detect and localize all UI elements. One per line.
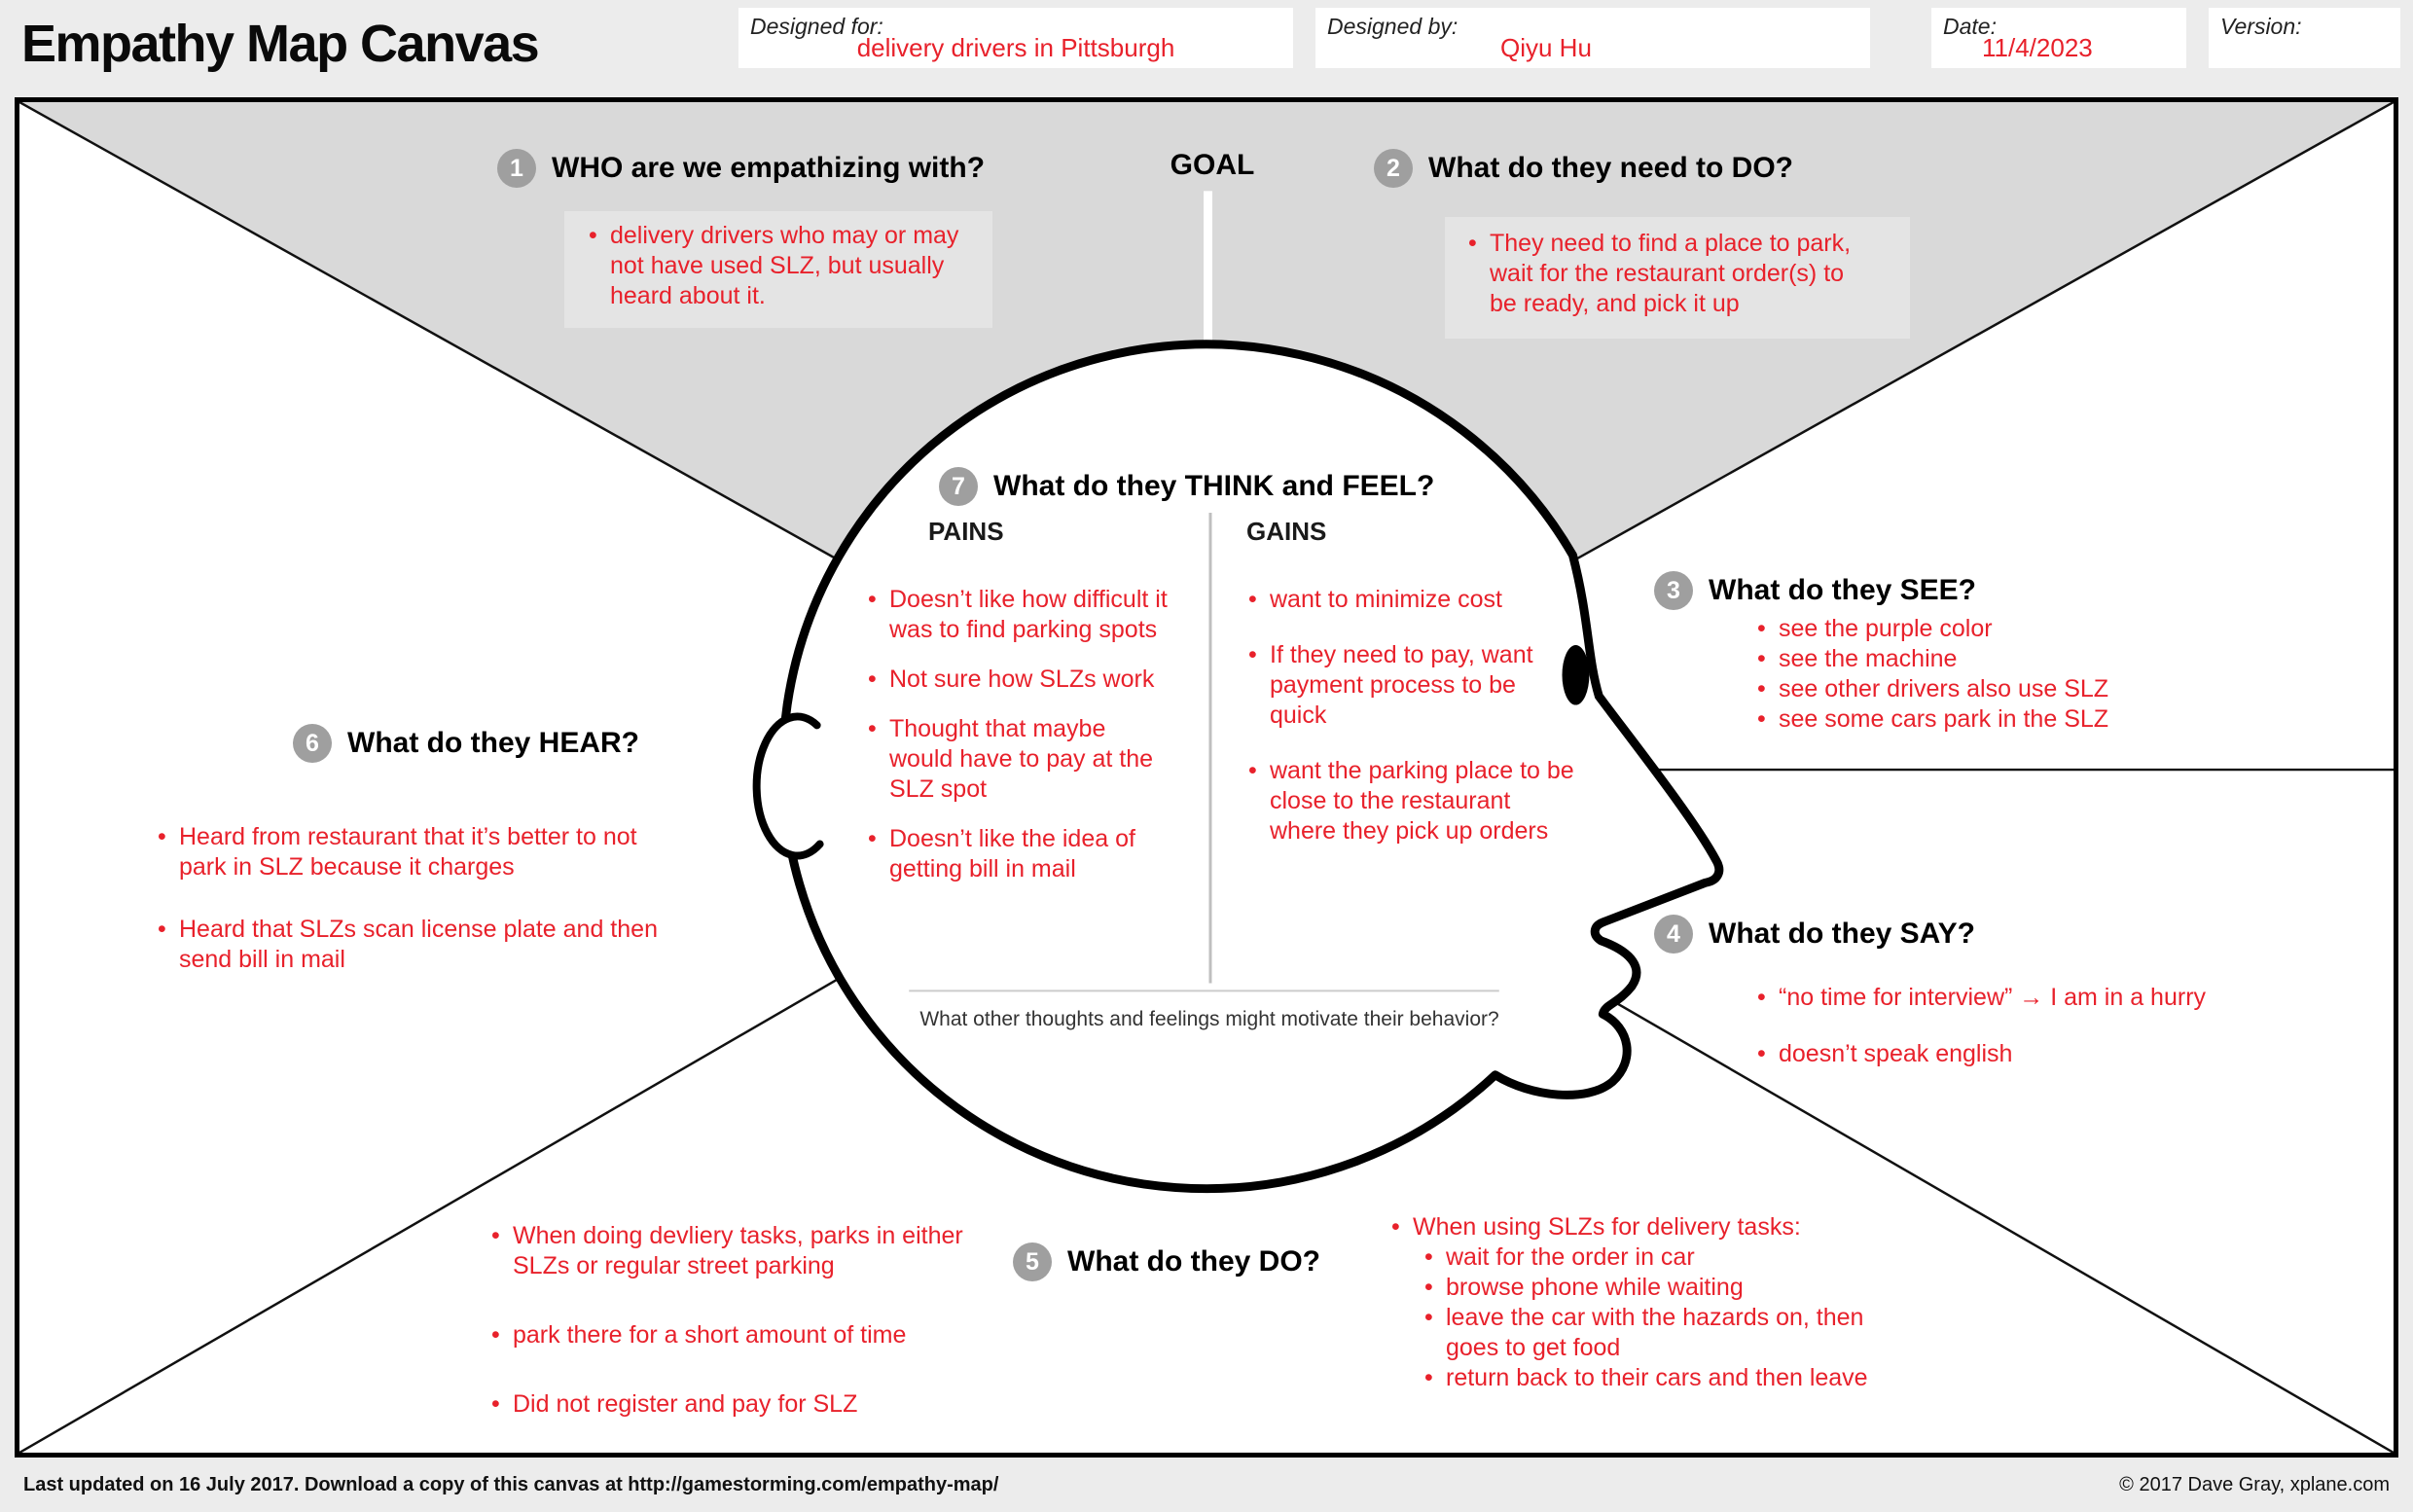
section-see-heading <box>1654 571 1976 610</box>
date-value: 11/4/2023 <box>1982 33 2093 62</box>
section-title: What do they DO? <box>1067 1245 1320 1278</box>
section-title: What do they SAY? <box>1709 918 1975 950</box>
section-say-heading <box>1654 915 1975 954</box>
bullet-item: • Heard from restaurant that it’s better to not park in SLZ because it charges <box>156 822 671 882</box>
goal-divider-gap <box>1204 191 1212 347</box>
section-number-badge: 2 <box>1374 149 1413 188</box>
section-do-heading <box>1013 1242 1320 1281</box>
section-need-do-heading <box>1374 149 1793 188</box>
say-bullet-list <box>1755 983 2281 1069</box>
bullet-item: • see the machine <box>1755 644 2183 674</box>
bullet-item: • Thought that maybe would have to pay at the SLZ spot <box>866 714 1168 805</box>
bullet-item: • want the parking place to be close to the restaurant where they pick up orders <box>1246 756 1577 846</box>
footer-update-note: Last updated on 16 July 2017. Download a copy of this canvas at http://gamestorming.com/empathy-map/ <box>23 1473 999 1495</box>
date-field <box>1931 8 2186 68</box>
section-hear-heading <box>293 724 639 763</box>
bullet-item: • Doesn’t like the idea of getting bill in mail <box>866 824 1168 884</box>
bullet-item: • Not sure how SLZs work <box>866 665 1168 695</box>
bullet-item: • Did not register and pay for SLZ <box>489 1389 966 1420</box>
bullet-item: • When doing devliery tasks, parks in either SLZs or regular street parking <box>489 1221 966 1281</box>
bullet-item: • see some cars park in the SLZ <box>1755 704 2183 735</box>
bullet-item: • They need to find a place to park, wait for the restaurant order(s) to be ready, and pick it up <box>1466 229 1875 319</box>
bullet-item: • wait for the order in car <box>1423 1242 1890 1273</box>
bullet-item: • see other drivers also use SLZ <box>1755 674 2183 704</box>
bullet-item: • When using SLZs for delivery tasks: <box>1389 1212 1915 1242</box>
bullet-item: • return back to their cars and then leave <box>1423 1363 1890 1393</box>
bullet-item: • want to minimize cost <box>1246 585 1577 615</box>
designed-by-field <box>1315 8 1870 68</box>
version-label: Version: <box>2220 14 2302 39</box>
bullet-item: • browse phone while waiting <box>1423 1273 1890 1303</box>
bullet-item: • park there for a short amount of time <box>489 1320 966 1350</box>
need-do-bullet-list <box>1466 229 1875 319</box>
empathy-map-canvas <box>15 97 2398 1458</box>
page-footer <box>0 1458 2413 1512</box>
footer-copyright: © 2017 Dave Gray, xplane.com <box>2119 1473 2390 1495</box>
bullet-item: • see the purple color <box>1755 614 2183 644</box>
section-title: What do they HEAR? <box>347 727 639 759</box>
bullet-item: • doesn’t speak english <box>1755 1039 2281 1069</box>
section-number-badge: 4 <box>1654 915 1693 954</box>
gains-label: GAINS <box>1246 517 1327 546</box>
section-number-badge: 3 <box>1654 571 1693 610</box>
designed-for-label: Designed for: <box>750 14 883 39</box>
bullet-item: • Heard that SLZs scan license plate and then send bill in mail <box>156 915 671 975</box>
designed-for-field <box>738 8 1293 68</box>
bullet-item: • Doesn’t like how difficult it was to find parking spots <box>866 585 1168 645</box>
ear-icon <box>757 717 820 856</box>
designed-for-value: delivery drivers in Pittsburgh <box>856 33 1175 62</box>
section-title: What do they THINK and FEEL? <box>993 470 1435 502</box>
designed-by-value: Qiyu Hu <box>1500 33 1592 62</box>
version-field <box>2209 8 2400 68</box>
hear-bullet-list <box>156 822 671 975</box>
goal-label: GOAL <box>1170 149 1255 181</box>
section-number-badge: 7 <box>939 467 978 506</box>
bullet-item: • delivery drivers who may or may not have used SLZ, but usually heard about it. <box>587 221 976 311</box>
date-label: Date: <box>1943 14 1997 39</box>
do-left-bullet-list <box>489 1221 966 1420</box>
who-bullet-list <box>587 221 976 311</box>
see-bullet-list <box>1755 614 2183 735</box>
bullet-item: • leave the car with the hazards on, then goes to get food <box>1423 1303 1890 1363</box>
bullet-item: • If they need to pay, want payment process to be quick <box>1246 640 1577 731</box>
section-title: What do they SEE? <box>1709 574 1977 606</box>
section-title: WHO are we empathizing with? <box>552 152 986 184</box>
pains-bullet-list <box>866 585 1168 884</box>
section-think-feel-heading <box>939 467 1434 506</box>
section-number-badge: 1 <box>497 149 536 188</box>
section-title: What do they need to DO? <box>1428 152 1793 184</box>
gains-bullet-list <box>1246 585 1577 846</box>
do-right-sub-list <box>1423 1242 1890 1393</box>
bullet-item: • “no time for interview” → I am in a hurry <box>1755 983 2281 1013</box>
designed-by-label: Designed by: <box>1327 14 1459 39</box>
do-right-intro-list <box>1389 1212 1915 1242</box>
section-number-badge: 6 <box>293 724 332 763</box>
pains-label: PAINS <box>928 517 1004 546</box>
section-number-badge: 5 <box>1013 1242 1052 1281</box>
page-title: Empathy Map Canvas <box>21 15 539 73</box>
think-feel-question: What other thoughts and feelings might motivate their behavior? <box>919 1008 1499 1030</box>
section-who-heading <box>497 149 985 188</box>
